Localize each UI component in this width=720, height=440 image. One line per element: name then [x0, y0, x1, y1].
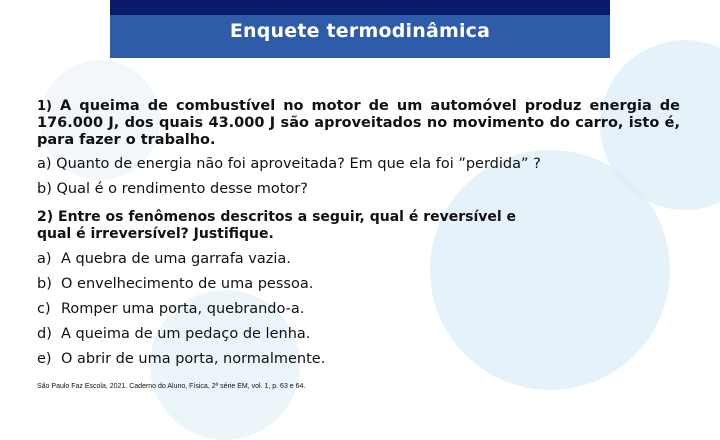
list-item — [37, 325, 680, 343]
slide-content — [37, 98, 680, 368]
option-letter: b) — [37, 276, 52, 292]
option-letter: c) — [37, 301, 51, 317]
list-item — [37, 250, 680, 268]
option-text: Romper uma porta, quebrando-a. — [61, 301, 305, 317]
option-text: O envelhecimento de uma pessoa. — [61, 276, 314, 292]
list-item — [37, 275, 680, 293]
question-1-number: 1) — [37, 99, 52, 114]
option-text: A quebra de uma garrafa vazia. — [61, 251, 291, 267]
question-2-number: 2) — [37, 209, 54, 225]
option-text: A queima de um pedaço de lenha. — [61, 326, 311, 342]
option-letter: e) — [37, 351, 52, 367]
question-1-part-b: b) Qual é o rendimento desse motor? — [37, 181, 308, 197]
source-citation: São Paulo Faz Escola, 2021. Caderno do Aluno, Física, 2ª série EM, vol. 1, p. 63 e 64. — [37, 383, 306, 390]
question-1-part-a: a) Quanto de energia não foi aproveitada? Em que ela foi ”perdida” ? — [37, 156, 541, 172]
option-text: O abrir de uma porta, normalmente. — [61, 351, 326, 367]
question-2 — [37, 209, 537, 243]
list-item — [37, 350, 680, 368]
option-letter: d) — [37, 326, 52, 342]
page-title: Enquete termodinâmica — [229, 20, 491, 42]
question-1 — [37, 98, 680, 149]
option-letter: a) — [37, 251, 52, 267]
title-banner-top-strip — [110, 0, 610, 15]
question-2-text: Entre os fenômenos descritos a seguir, qual é reversível e qual é irreversível? Justifique. — [37, 209, 517, 242]
title-banner — [110, 0, 610, 58]
list-item — [37, 300, 680, 318]
question-1-text: A queima de combustível no motor de um automóvel produz energia de 176.000 J, dos quais 43.000 J são aproveitados no movimento do carro, isto é, para fazer o trabalho. — [37, 98, 680, 148]
